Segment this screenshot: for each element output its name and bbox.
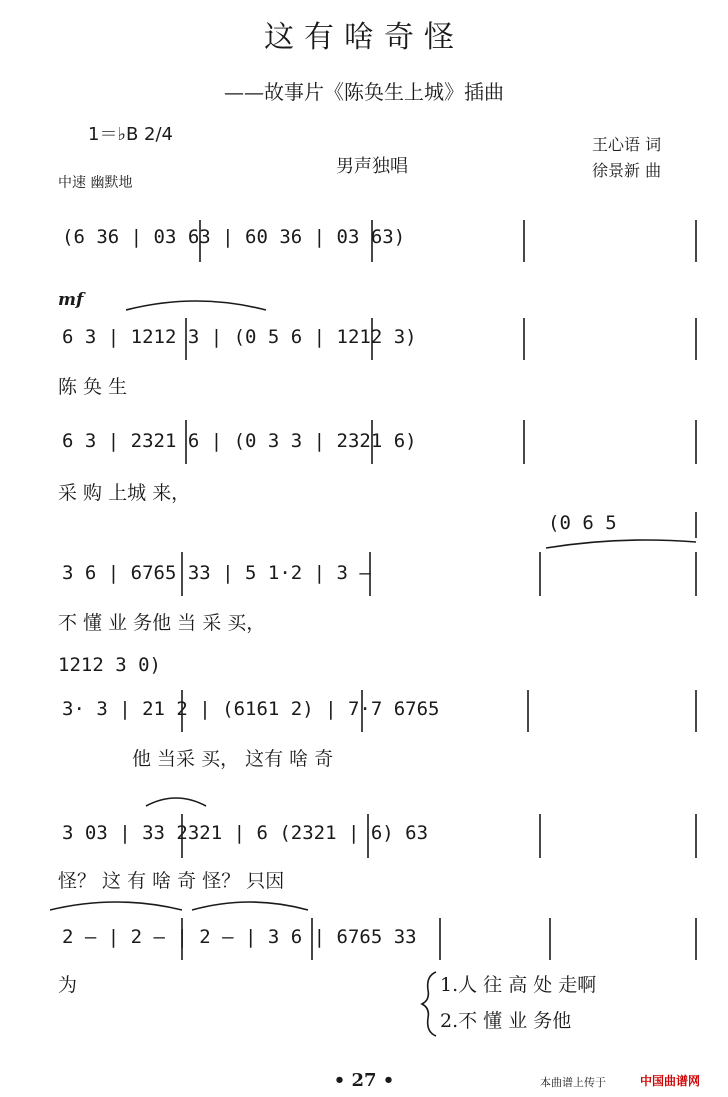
system-2-notes: 6 3 | 1212 3 | (0 5 6 | 1212 3): [62, 326, 417, 348]
system-5-cue-notes: 1212 3 0): [58, 654, 161, 676]
system-3-lyrics: 采 购 上城 来，: [58, 482, 191, 504]
system-6-lyrics: 怪？ 这 有 啥 奇 怪？ 只因: [58, 870, 285, 892]
system-5-lyrics: 他 当采 买， 这有 啥 奇: [132, 748, 334, 770]
footer-logo: 中国曲谱网: [640, 1074, 701, 1088]
system-1-notes: (6 36 | 03 63 | 60 36 | 03 63): [62, 226, 406, 248]
voice-type: 男声独唱: [336, 156, 408, 177]
system-7-notes: 2 — | 2 — | 2 — | 3 6 | 6765 33: [62, 926, 417, 948]
system-5-notes: 3· 3 | 21 2 | (6161 2) | 7·7 6765: [62, 698, 440, 720]
dynamic-marking: mf: [58, 290, 84, 310]
system-2-lyrics: 陈 奂 生: [58, 376, 128, 398]
song-subtitle: ——故事片《陈奂生上城》插曲: [224, 80, 504, 104]
system-3-notes: 6 3 | 2321 6 | (0 3 3 | 2321 6): [62, 430, 417, 452]
lyricist-credit: 王心语 词: [592, 135, 662, 154]
system-4-notes: 3 6 | 6765 33 | 5 1·2 | 3 —: [62, 562, 371, 584]
system-7-lyrics: 为: [58, 974, 78, 996]
song-title: 这有啥奇怪: [264, 20, 464, 55]
footer-text: 本曲谱上传于: [540, 1076, 606, 1089]
system-6-notes: 3 03 | 33 2321 | 6 (2321 | 6) 63: [62, 822, 429, 844]
tempo-marking: 中速 幽默地: [58, 175, 133, 191]
page-number: • 27 •: [333, 1070, 395, 1091]
verse-2-lyrics: 2.不 懂 业 务他: [440, 1010, 572, 1032]
system-4-lyrics: 不 懂 业 务他 当 采 买，: [58, 612, 266, 634]
key-signature: 1＝♭B 2/4: [88, 124, 173, 145]
composer-credit: 徐景新 曲: [592, 161, 662, 180]
system-4-cue-notes: (0 6 5: [548, 512, 617, 534]
verse-1-lyrics: 1.人 往 高 处 走啊: [440, 974, 597, 996]
